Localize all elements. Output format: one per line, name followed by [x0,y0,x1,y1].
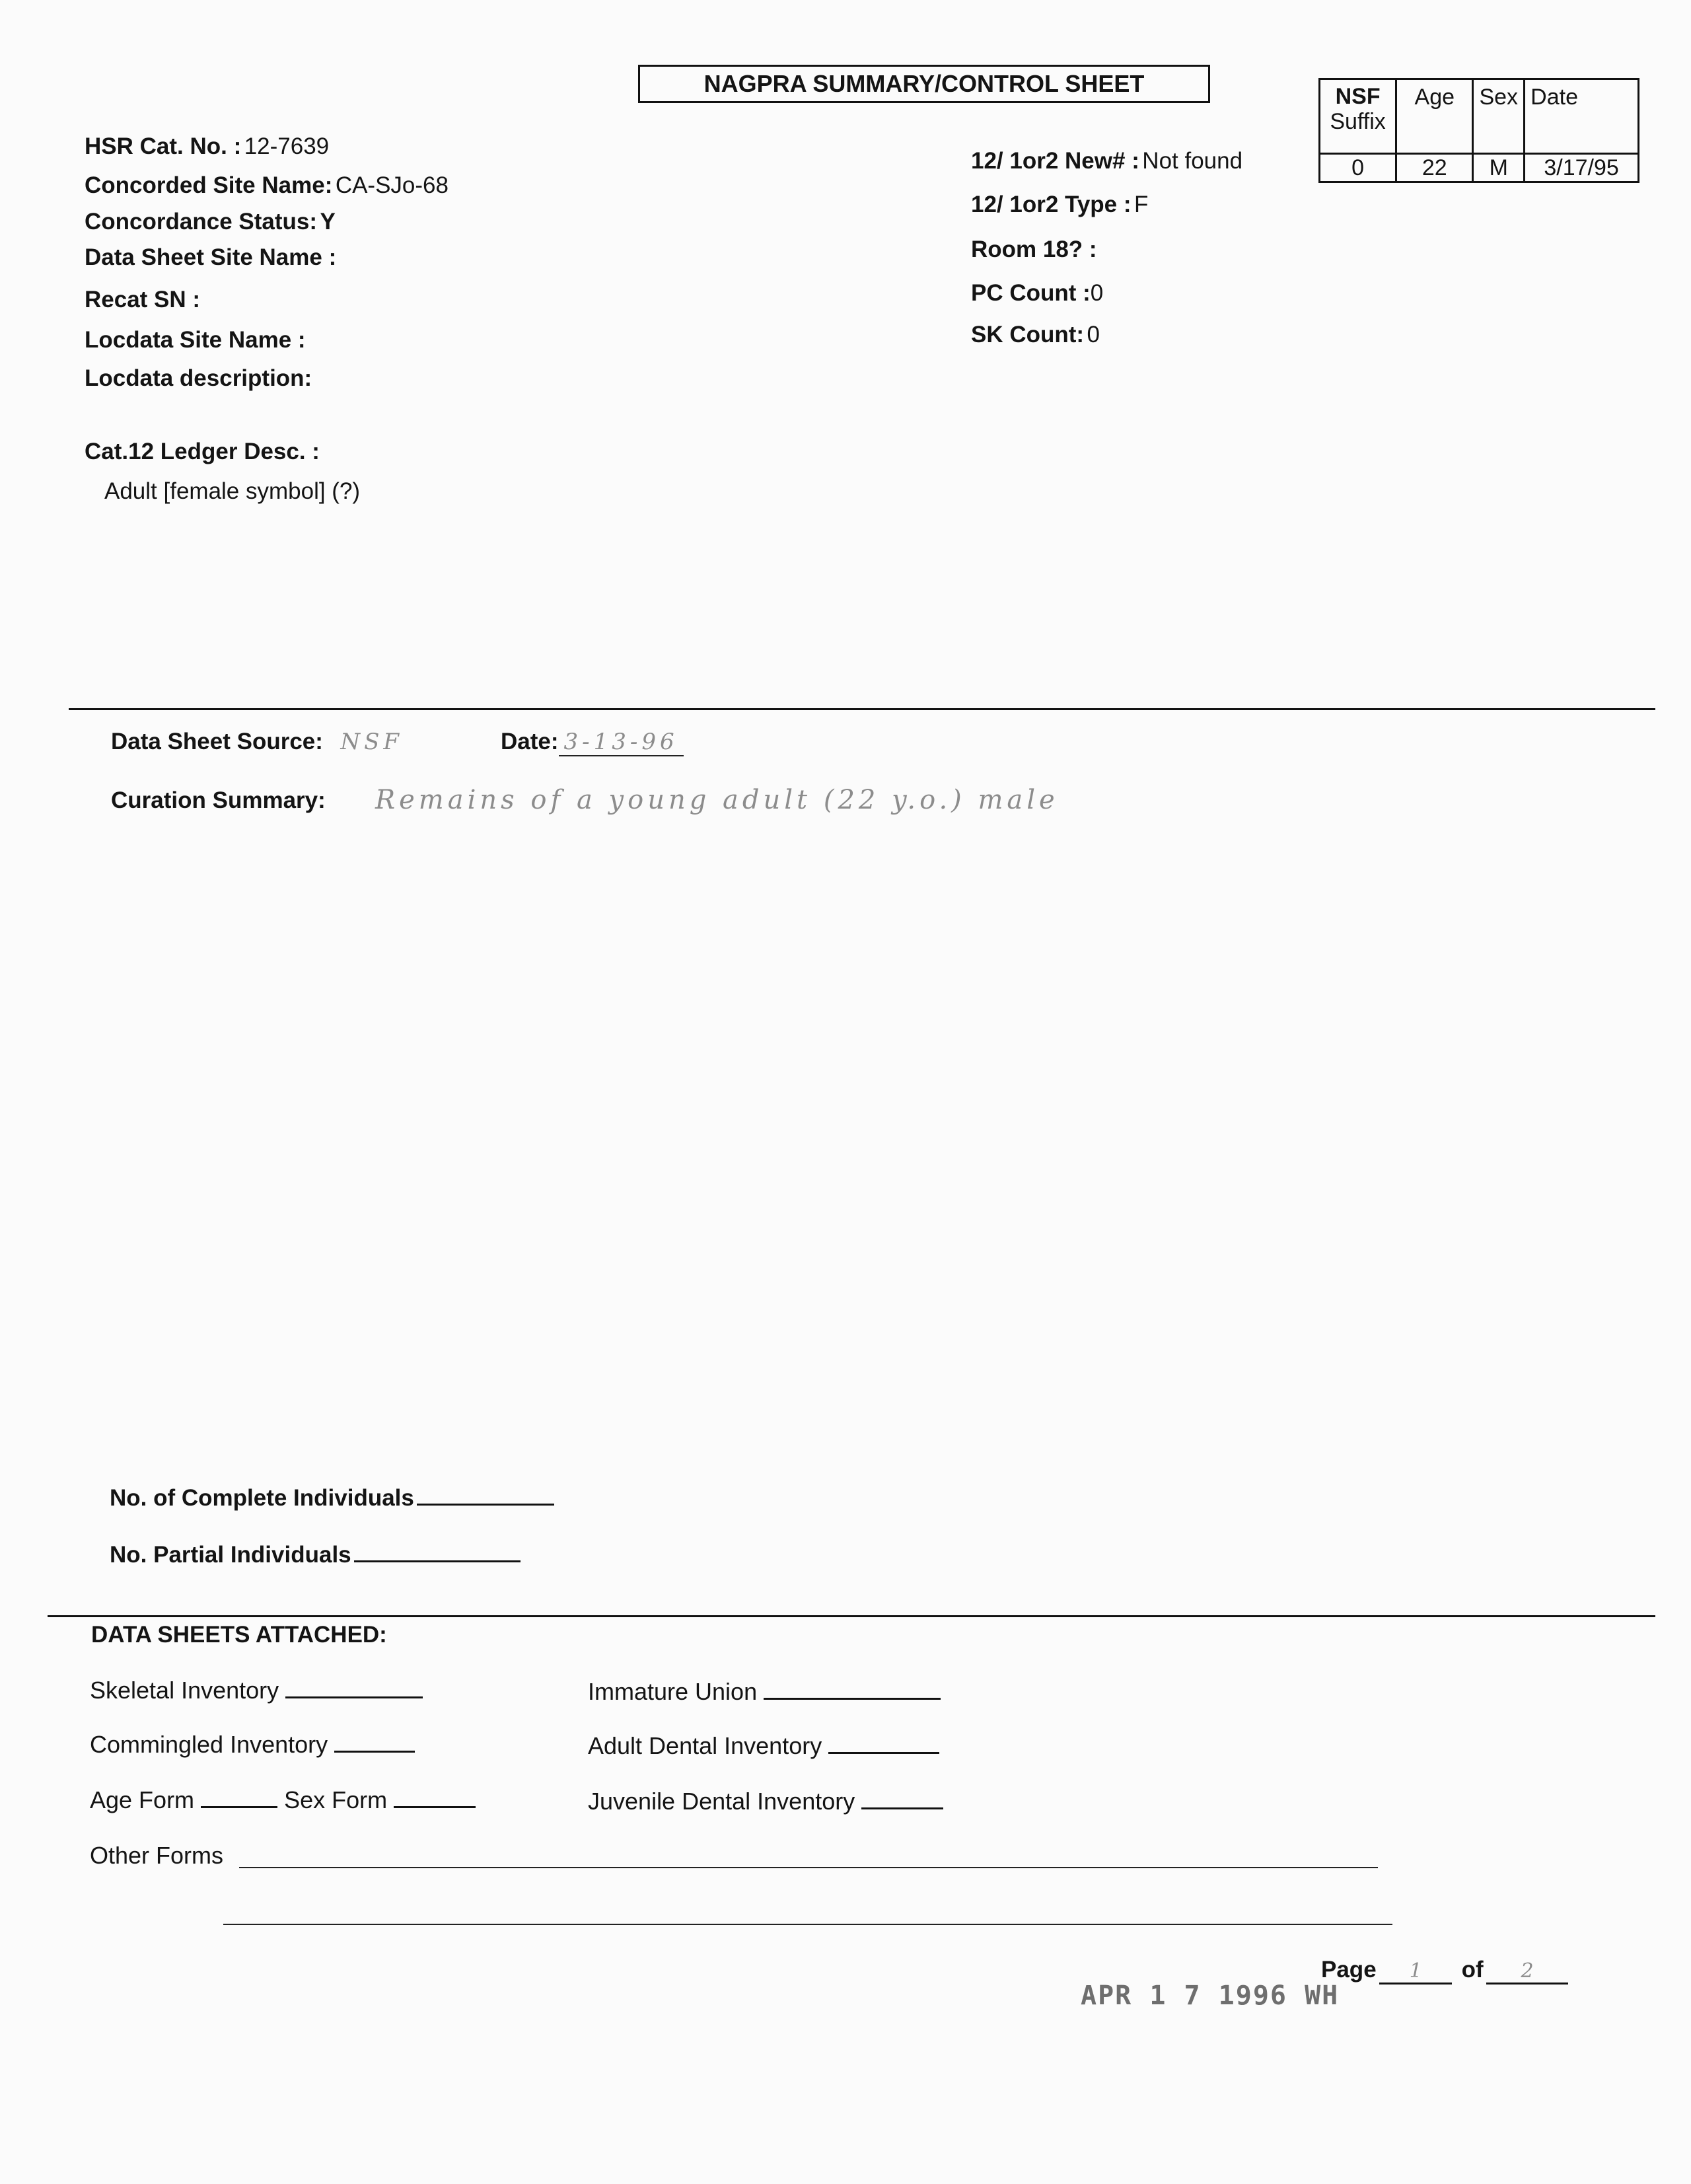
sk-count-label: SK Count: [971,322,1085,347]
sex-header: Sex [1473,79,1525,154]
pc-count-label: PC Count : [971,280,1091,306]
new-num-label: 12/ 1or2 New# : [971,148,1139,174]
concordance-status-field [85,209,336,235]
concorded-site-value: CA-SJo-68 [335,172,449,198]
type-value: F [1133,192,1149,217]
section-divider-bottom [48,1615,1655,1617]
nsf-header-label: NSF [1335,84,1381,109]
sk-count-field [971,322,1100,348]
adult-dental-blank [828,1752,939,1754]
curation-summary-field [111,787,326,814]
juvenile-dental-blank [861,1807,943,1809]
locdata-description-label: Locdata description: [85,365,312,391]
curation-summary-value: Remains of a young adult (22 y.o.) male [375,785,1059,815]
pc-count-field [971,280,1103,307]
complete-individuals-blank [417,1504,554,1506]
nsf-table [1318,78,1639,183]
skeletal-inventory-field [90,1677,423,1704]
other-forms-label: Other Forms [90,1842,224,1869]
pc-count-value: 0 [1090,280,1104,306]
new-num-value: Not found [1142,148,1243,174]
recat-sn-label: Recat SN : [85,287,201,312]
suffix-cell: 0 [1320,154,1396,182]
partial-individuals-label: No. Partial Individuals [110,1542,351,1568]
sex-form-label: Sex Form [284,1786,388,1813]
age-sex-form-field [90,1786,476,1814]
adult-dental-field [588,1732,939,1760]
age-form-blank [201,1806,277,1808]
of-value: 2 [1486,1959,1568,1984]
hsr-cat-field [85,133,329,160]
skeletal-inventory-label: Skeletal Inventory [90,1677,279,1704]
age-cell: 22 [1396,154,1473,182]
suffix-header-label: Suffix [1330,109,1386,134]
immature-union-field [588,1678,941,1706]
adult-dental-label: Adult Dental Inventory [588,1732,822,1759]
data-sheet-date-value: 3-13-96 [559,729,684,756]
other-forms-line-2 [223,1924,1392,1925]
page-number-field [1321,1957,1568,1984]
complete-individuals-label: No. of Complete Individuals [110,1485,414,1511]
room-18-label: Room 18? : [971,237,1097,262]
form-title: NAGPRA SUMMARY/CONTROL SHEET [638,65,1210,103]
juvenile-dental-label: Juvenile Dental Inventory [588,1788,855,1815]
type-field [971,192,1148,218]
age-form-label: Age Form [90,1786,195,1813]
data-sheet-source-field [111,729,403,755]
section-divider-top [69,708,1655,710]
concorded-site-label: Concorded Site Name: [85,172,333,198]
data-sheet-site-label: Data Sheet Site Name : [85,244,337,270]
locdata-site-label: Locdata Site Name : [85,327,306,353]
other-forms-line-1 [239,1867,1378,1868]
data-sheet-date-label: Date: [501,729,559,754]
ledger-desc-label: Cat.12 Ledger Desc. : [85,439,320,464]
immature-union-blank [764,1698,941,1700]
sk-count-value: 0 [1087,322,1100,347]
date-header: Date [1525,79,1639,154]
of-label: of [1461,1957,1484,1983]
age-header: Age [1396,79,1473,154]
commingled-inventory-field [90,1731,415,1759]
concorded-site-field [85,172,449,199]
hsr-cat-value: 12-7639 [244,133,330,159]
other-forms-field [90,1842,223,1870]
concordance-status-value: Y [320,209,336,235]
complete-individuals-field [110,1485,554,1511]
immature-union-label: Immature Union [588,1678,758,1705]
received-date-stamp: APR 1 7 1996 WH [1081,1981,1340,2011]
page-label: Page [1321,1957,1377,1983]
concordance-status-label: Concordance Status: [85,209,317,235]
date-cell: 3/17/95 [1525,154,1639,182]
skeletal-inventory-blank [285,1696,423,1698]
nsf-suffix-header [1320,79,1396,154]
partial-individuals-blank [354,1560,521,1562]
data-sheet-source-value: NSF [340,729,404,755]
new-num-field [971,148,1242,174]
commingled-inventory-label: Commingled Inventory [90,1731,328,1758]
type-label: 12/ 1or2 Type : [971,192,1132,217]
sex-cell: M [1473,154,1525,182]
partial-individuals-field [110,1542,521,1568]
ledger-desc-value: Adult [female symbol] (?) [104,478,361,504]
curation-summary-label: Curation Summary: [111,787,326,813]
data-sheet-source-label: Data Sheet Source: [111,729,323,754]
page-value: 1 [1379,1959,1452,1984]
data-sheet-date-field [501,729,684,755]
data-sheets-attached-heading: DATA SHEETS ATTACHED: [91,1622,387,1648]
commingled-inventory-blank [334,1751,415,1753]
sex-form-blank [394,1806,476,1808]
juvenile-dental-field [588,1788,943,1815]
nsf-table-row [1320,154,1639,182]
nsf-table-header-row [1320,79,1639,154]
hsr-cat-label: HSR Cat. No. : [85,133,242,159]
